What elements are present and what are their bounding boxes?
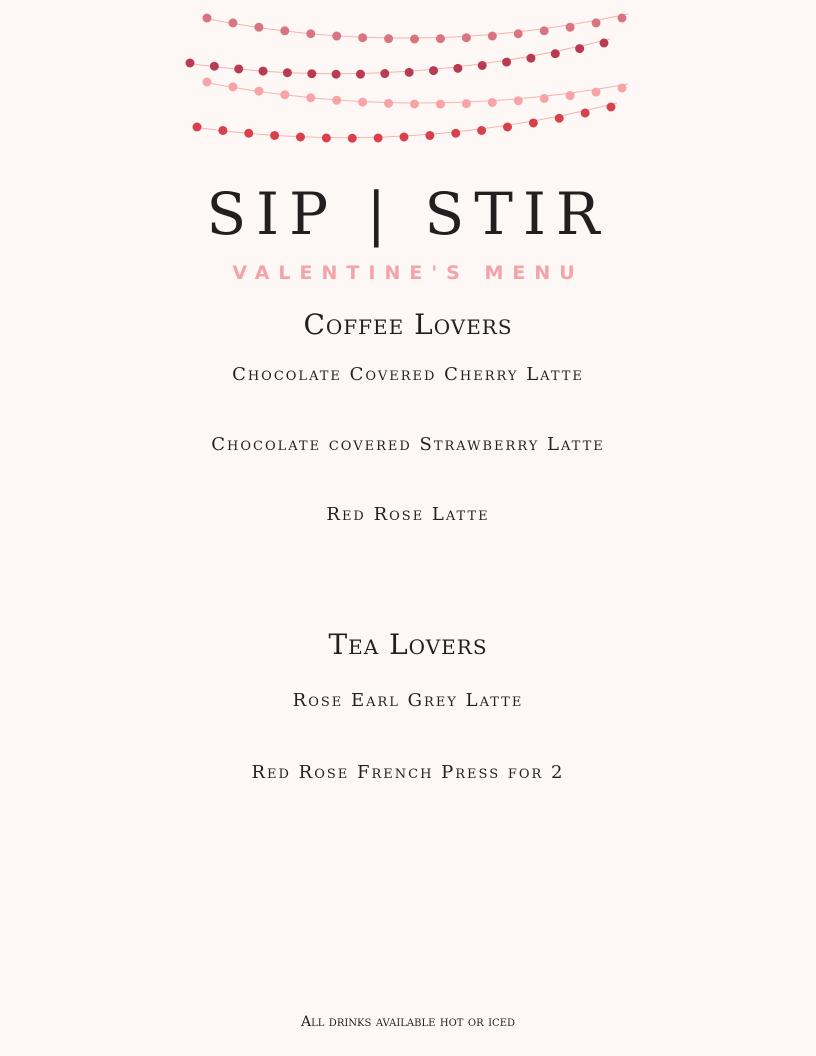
light-bulb	[551, 49, 560, 58]
light-bulb	[356, 70, 365, 79]
light-bulb	[477, 126, 486, 135]
light-bulb	[203, 14, 212, 23]
light-bulb	[322, 133, 331, 142]
light-string-wire	[203, 14, 628, 38]
light-bulb	[514, 96, 523, 105]
light-bulb	[618, 14, 627, 23]
light-bulb	[254, 23, 263, 32]
light-bulb	[384, 34, 393, 43]
light-bulb	[410, 100, 419, 109]
light-bulb	[307, 69, 316, 78]
light-bulb	[514, 29, 523, 38]
menu-item: Rose Earl Grey Latte	[292, 690, 524, 711]
light-bulb	[218, 126, 227, 135]
light-bulb	[425, 131, 434, 140]
light-bulb	[478, 61, 487, 70]
light-bulb	[348, 134, 357, 143]
light-bulb	[234, 64, 243, 73]
light-bulb	[436, 34, 445, 43]
light-bulb	[607, 103, 616, 112]
light-bulb	[529, 118, 538, 127]
light-bulb	[259, 67, 268, 76]
light-bulb	[384, 99, 393, 108]
footer-note: All drinks available hot or iced	[300, 1014, 516, 1030]
light-bulb	[283, 68, 292, 77]
light-bulb	[374, 133, 383, 142]
light-bulb	[193, 123, 202, 132]
menu-item: Red Rose French Press for 2	[251, 762, 565, 783]
section-title-coffee: Coffee Lovers	[303, 308, 513, 341]
light-bulb	[228, 18, 237, 27]
light-bulb	[280, 90, 289, 99]
light-bulb	[332, 32, 341, 41]
light-bulb	[488, 98, 497, 107]
light-bulb	[332, 96, 341, 105]
light-bulb	[555, 114, 564, 123]
light-bulb	[270, 131, 279, 140]
light-bulb	[526, 54, 535, 63]
light-bulb	[566, 23, 575, 32]
light-bulb	[410, 35, 419, 44]
section-title-tea: Tea Lovers	[328, 628, 488, 661]
string-lights-decoration	[0, 0, 816, 160]
light-bulb	[358, 98, 367, 107]
light-bulb	[592, 88, 601, 97]
light-bulb	[228, 82, 237, 91]
light-bulb	[280, 26, 289, 35]
light-bulb	[462, 33, 471, 42]
menu-item: Chocolate covered Strawberry Latte	[211, 434, 605, 455]
light-bulb	[186, 59, 195, 68]
light-bulb	[540, 94, 549, 103]
light-bulb	[600, 39, 609, 48]
light-string-wire	[186, 39, 610, 74]
light-bulb	[296, 133, 305, 142]
light-bulb	[618, 84, 627, 93]
light-string-wire	[193, 103, 617, 138]
light-bulb	[566, 91, 575, 100]
light-bulb	[306, 29, 315, 38]
light-bulb	[254, 87, 263, 96]
light-bulb	[380, 69, 389, 78]
menu-subtitle: VALENTINE'S MENU	[232, 262, 584, 284]
light-bulb	[436, 100, 445, 109]
light-bulb	[306, 93, 315, 102]
light-bulb	[210, 62, 219, 71]
light-bulb	[244, 129, 253, 138]
light-bulb	[451, 129, 460, 138]
menu-title: SIP | STIR	[206, 180, 610, 248]
light-bulb	[405, 68, 414, 77]
light-bulb	[581, 108, 590, 117]
light-bulb	[462, 99, 471, 108]
light-bulb	[488, 32, 497, 41]
light-bulb	[540, 26, 549, 35]
menu-item: Red Rose Latte	[326, 504, 490, 525]
light-bulb	[358, 33, 367, 42]
menu-item: Chocolate Covered Cherry Latte	[232, 364, 584, 385]
light-bulb	[503, 123, 512, 132]
light-bulb	[502, 58, 511, 67]
light-bulb	[332, 70, 341, 79]
light-bulb	[453, 64, 462, 73]
light-bulb	[429, 66, 438, 75]
light-bulb	[203, 78, 212, 87]
light-bulb	[400, 133, 409, 142]
light-bulb	[592, 18, 601, 27]
light-bulb	[575, 44, 584, 53]
